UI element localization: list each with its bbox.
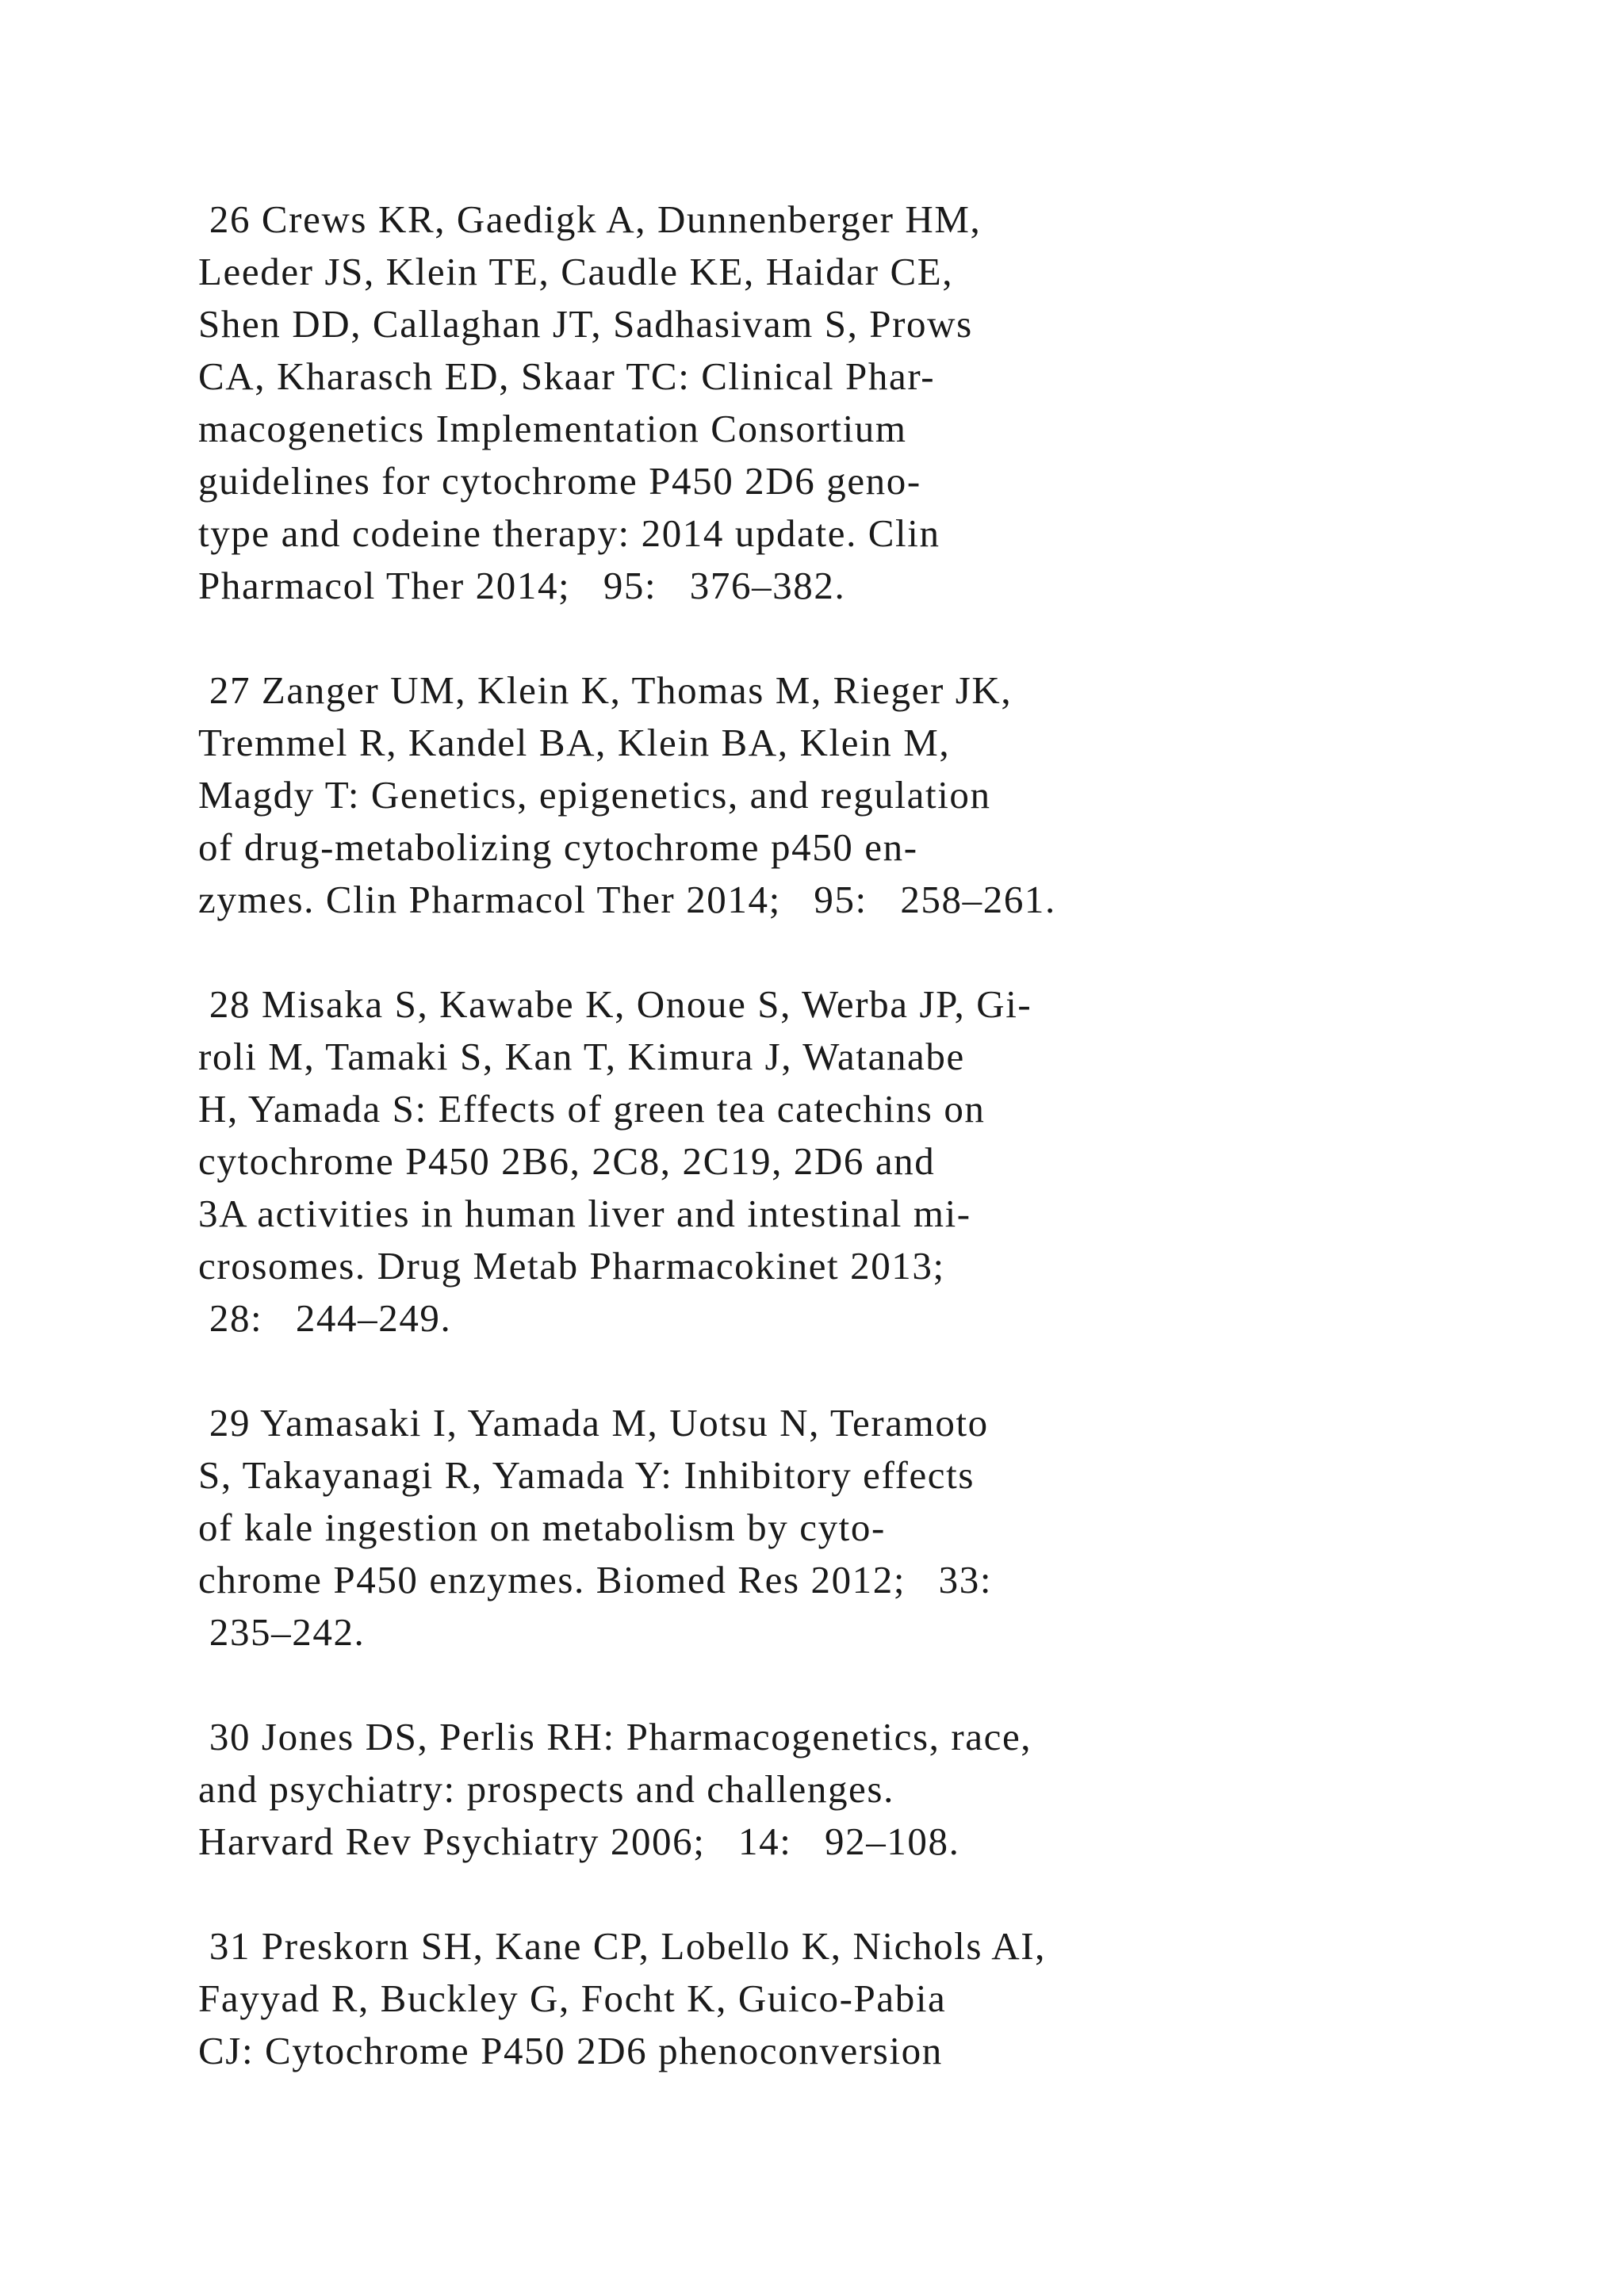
reference-line: cytochrome P450 2B6, 2C8, 2C19, 2D6 and bbox=[198, 1139, 936, 1183]
reference-line: of kale ingestion on metabolism by cyto- bbox=[198, 1506, 886, 1549]
reference-line: CJ: Cytochrome P450 2D6 phenoconversion bbox=[198, 2029, 943, 2072]
reference-line: Magdy T: Genetics, epigenetics, and regulation bbox=[198, 773, 991, 817]
reference-line: H, Yamada S: Effects of green tea catechins on bbox=[198, 1087, 986, 1131]
reference-line: 28: 244–249. bbox=[198, 1296, 452, 1340]
reference-line: Pharmacol Ther 2014; 95: 376–382. bbox=[198, 564, 846, 607]
reference-27 bbox=[198, 664, 1435, 926]
reference-line: 3A activities in human liver and intestinal mi- bbox=[198, 1192, 971, 1235]
reference-line: Shen DD, Callaghan JT, Sadhasivam S, Prows bbox=[198, 302, 973, 346]
reference-line: S, Takayanagi R, Yamada Y: Inhibitory effects bbox=[198, 1453, 975, 1497]
reference-line: crosomes. Drug Metab Pharmacokinet 2013; bbox=[198, 1244, 945, 1288]
reference-line: 28 Misaka S, Kawabe K, Onoue S, Werba JP, Gi- bbox=[198, 982, 1032, 1026]
reference-line: Tremmel R, Kandel BA, Klein BA, Klein M, bbox=[198, 721, 951, 764]
reference-line: roli M, Tamaki S, Kan T, Kimura J, Watanabe bbox=[198, 1035, 965, 1078]
reference-line: guidelines for cytochrome P450 2D6 geno- bbox=[198, 459, 921, 503]
reference-line: Harvard Rev Psychiatry 2006; 14: 92–108. bbox=[198, 1820, 960, 1863]
reference-line: 29 Yamasaki I, Yamada M, Uotsu N, Teramoto bbox=[198, 1401, 989, 1445]
reference-26 bbox=[198, 193, 1435, 612]
reference-line: type and codeine therapy: 2014 update. Clin bbox=[198, 511, 940, 555]
reference-line: Leeder JS, Klein TE, Caudle KE, Haidar CE, bbox=[198, 250, 954, 293]
reference-line: 31 Preskorn SH, Kane CP, Lobello K, Nichols AI, bbox=[198, 1924, 1047, 1968]
reference-line: of drug-metabolizing cytochrome p450 en- bbox=[198, 825, 918, 869]
reference-line: CA, Kharasch ED, Skaar TC: Clinical Phar- bbox=[198, 354, 936, 398]
reference-line: 30 Jones DS, Perlis RH: Pharmacogenetics, race, bbox=[198, 1715, 1032, 1758]
reference-list bbox=[198, 193, 1435, 2130]
reference-line: Fayyad R, Buckley G, Focht K, Guico-Pabia bbox=[198, 1976, 947, 2020]
reference-line: 27 Zanger UM, Klein K, Thomas M, Rieger JK, bbox=[198, 668, 1013, 712]
reference-line: chrome P450 enzymes. Biomed Res 2012; 33: bbox=[198, 1558, 993, 1601]
reference-line: macogenetics Implementation Consortium bbox=[198, 407, 907, 450]
reference-line: 235–242. bbox=[198, 1610, 366, 1654]
reference-28 bbox=[198, 978, 1435, 1345]
reference-line: and psychiatry: prospects and challenges. bbox=[198, 1767, 894, 1811]
reference-line: zymes. Clin Pharmacol Ther 2014; 95: 258–261. bbox=[198, 878, 1056, 921]
reference-29 bbox=[198, 1397, 1435, 1659]
reference-30 bbox=[198, 1711, 1435, 1868]
reference-31 bbox=[198, 1920, 1435, 2077]
reference-line: 26 Crews KR, Gaedigk A, Dunnenberger HM, bbox=[198, 197, 982, 241]
